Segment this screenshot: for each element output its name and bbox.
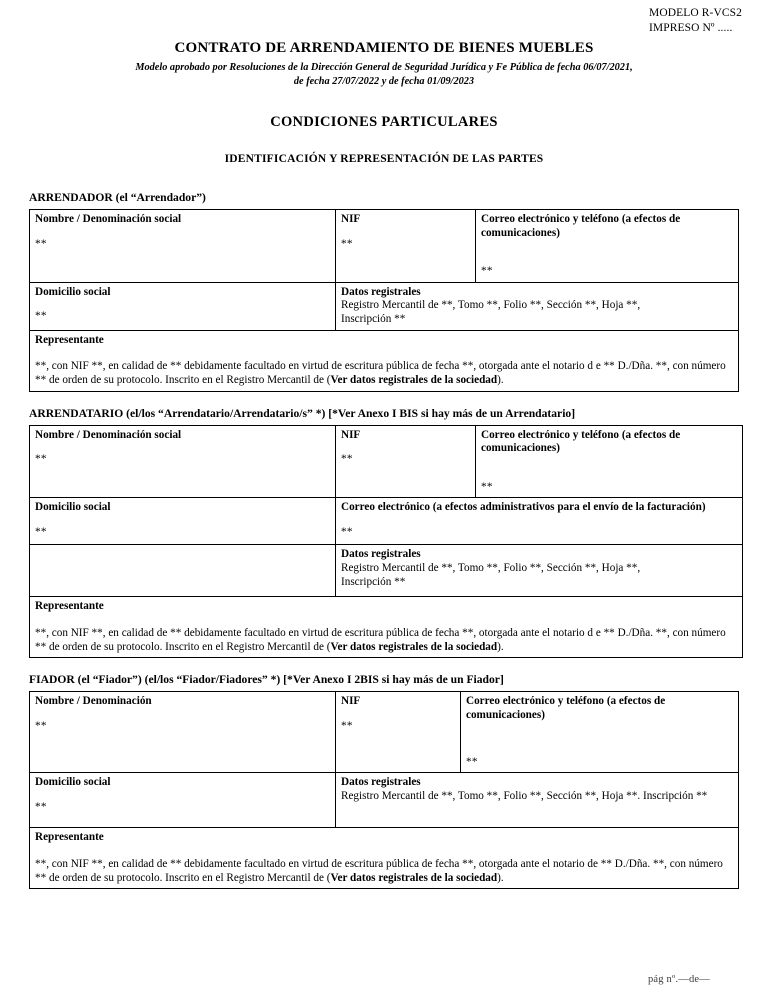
table-row xyxy=(30,828,739,889)
fiador-table xyxy=(29,691,739,889)
table-row xyxy=(30,210,739,283)
value-nombre[interactable]: ** xyxy=(35,719,47,732)
value-nif[interactable]: ** xyxy=(341,719,353,732)
cell-domicilio xyxy=(30,773,336,828)
table-row xyxy=(30,425,743,498)
cell-domicilio xyxy=(30,282,336,330)
table-row xyxy=(30,773,739,828)
label-email-admin: Correo electrónico (a efectos administrativos para el envío de la facturación) xyxy=(341,501,706,514)
label-email-phone: Correo electrónico y teléfono (a efectos de comunicaciones) xyxy=(466,695,666,721)
label-datos-registrales: Datos registrales xyxy=(341,548,421,561)
representante-text[interactable] xyxy=(35,626,738,654)
label-nif: NIF xyxy=(341,695,361,708)
label-representante: Representante xyxy=(35,333,104,346)
cell-nif xyxy=(336,210,476,283)
value-nombre[interactable]: ** xyxy=(35,453,47,466)
cell-nif xyxy=(336,692,461,773)
label-representante: Representante xyxy=(35,831,104,844)
cell-nombre xyxy=(30,425,336,498)
table-row xyxy=(30,282,739,330)
value-email-phone[interactable]: ** xyxy=(466,755,478,768)
label-nombre: Nombre / Denominación xyxy=(35,695,152,708)
table-row xyxy=(30,545,743,597)
label-email-phone: Correo electrónico y teléfono (a efectos de comunicaciones) xyxy=(481,428,681,455)
arrendatario-heading: ARRENDATARIO (el/los “Arrendatario/Arrendatario/s” *) [*Ver Anexo I BIS si hay más de un Arrendatario] xyxy=(29,406,576,420)
label-domicilio: Domicilio social xyxy=(35,776,111,789)
cell-datos-registrales xyxy=(336,773,739,828)
value-email-phone[interactable]: ** xyxy=(481,265,493,278)
rep-text-bold: Ver datos registrales de la sociedad xyxy=(330,641,498,654)
label-datos-registrales: Datos registrales xyxy=(341,285,421,298)
value-email-admin[interactable]: ** xyxy=(341,525,353,538)
cell-nombre xyxy=(30,210,336,283)
cell-email-admin xyxy=(336,498,743,545)
label-domicilio: Domicilio social xyxy=(35,285,111,298)
label-domicilio: Domicilio social xyxy=(35,501,111,514)
document-stamp xyxy=(649,6,742,36)
cell-representante xyxy=(30,828,739,889)
cell-email-phone xyxy=(476,425,743,498)
label-nombre: Nombre / Denominación social xyxy=(35,213,182,225)
arrendatario-table xyxy=(29,425,743,659)
table-row xyxy=(30,498,743,545)
rep-text-tail: ). xyxy=(497,871,504,884)
value-nombre[interactable]: ** xyxy=(35,237,47,250)
rep-text-part: **, con NIF **, en calidad de ** debidamente facultado en virtud de escritura pública de fecha **, otorgada ante el notario de ** D./Dña. **, con número ** de orden de su protocolo. Inscrito en el Registro Mercantil de ( xyxy=(35,857,723,884)
cell-representante xyxy=(30,597,743,658)
cell-datos-registrales xyxy=(336,282,739,330)
cell-email-phone xyxy=(461,692,739,773)
page-footer: pág nº.—de— xyxy=(647,974,710,985)
value-domicilio[interactable]: ** xyxy=(35,800,47,813)
rep-text-tail: ). xyxy=(497,374,504,387)
cell-representante xyxy=(30,330,739,391)
label-nombre: Nombre / Denominación social xyxy=(35,428,182,441)
cell-domicilio xyxy=(30,498,336,545)
value-domicilio[interactable]: ** xyxy=(35,310,47,323)
page-title: CONTRATO DE ARRENDAMIENTO DE BIENES MUEBLES xyxy=(174,40,594,56)
value-nif[interactable]: ** xyxy=(341,453,353,466)
section-title: CONDICIONES PARTICULARES xyxy=(270,114,498,130)
registro-line-2[interactable]: Inscripción ** xyxy=(341,575,406,588)
subtitle-line-2: de fecha 27/07/2022 y de fecha 01/09/2023 xyxy=(293,75,475,87)
value-email-phone[interactable]: ** xyxy=(481,480,493,493)
registro-line-2[interactable]: Inscripción ** xyxy=(341,312,406,325)
label-email-phone: Correo electrónico y teléfono (a efectos de comunicaciones) xyxy=(481,213,681,239)
label-nif: NIF xyxy=(341,213,361,225)
cell-nif xyxy=(336,425,476,498)
registro-line-1[interactable]: Registro Mercantil de **, Tomo **, Folio **, Sección **, Hoja **, xyxy=(341,561,641,574)
rep-text-bold: Ver datos registrales de la sociedad xyxy=(330,871,498,884)
label-representante: Representante xyxy=(35,600,104,613)
representante-text[interactable] xyxy=(35,857,734,885)
arrendador-heading: ARRENDADOR (el “Arrendador”) xyxy=(29,191,206,204)
registro-line-1[interactable]: Registro Mercantil de **, Tomo **, Folio **, Sección **, Hoja **, xyxy=(341,299,641,312)
rep-text-part: **, con NIF **, en calidad de ** debidamente facultado en virtud de escritura pública de fecha **, otorgada ante el notario d e ** D./Dña. **, con número ** de orden de su protocolo. Inscrito en el Registro Mercantil de ( xyxy=(35,626,726,654)
impreso-number: IMPRESO Nº ..... xyxy=(649,22,733,34)
title-subtitle xyxy=(64,61,704,88)
value-nif[interactable]: ** xyxy=(341,237,353,250)
label-nif: NIF xyxy=(341,428,361,441)
table-row xyxy=(30,692,739,773)
cell-empty xyxy=(30,545,336,597)
fiador-heading: FIADOR (el “Fiador”) (el/los “Fiador/Fiadores” *) [*Ver Anexo I 2BIS si hay más de un Fiador] xyxy=(29,673,504,687)
cell-datos-registrales xyxy=(336,545,743,597)
modelo-code: MODELO R-VCS2 xyxy=(649,7,742,19)
label-datos-registrales: Datos registrales xyxy=(341,776,421,789)
rep-text-part: **, con NIF **, en calidad de ** debidamente facultado en virtud de escritura pública de fecha **, otorgada ante el notario d e ** D./Dña. **, con número ** de orden de su protocolo. Inscrito en el Registro Mercantil de ( xyxy=(35,360,726,387)
table-row xyxy=(30,330,739,391)
rep-text-tail: ). xyxy=(497,641,504,654)
registro-single-line[interactable]: Registro Mercantil de **, Tomo **, Folio **, Sección **, Hoja **. Inscripción ** xyxy=(341,789,708,802)
cell-email-phone xyxy=(476,210,739,283)
value-domicilio[interactable]: ** xyxy=(35,525,47,538)
rep-text-bold: Ver datos registrales de la sociedad xyxy=(330,374,498,387)
representante-text[interactable] xyxy=(35,359,734,387)
section-subtitle: IDENTIFICACIÓN Y REPRESENTACIÓN DE LAS PARTES xyxy=(224,153,544,165)
table-row xyxy=(30,597,743,658)
arrendador-table xyxy=(29,209,739,392)
subtitle-line-1: Modelo aprobado por Resoluciones de la Dirección General de Seguridad Jurídica y Fe Pública de fecha 06/07/2021, xyxy=(135,62,633,73)
cell-nombre xyxy=(30,692,336,773)
